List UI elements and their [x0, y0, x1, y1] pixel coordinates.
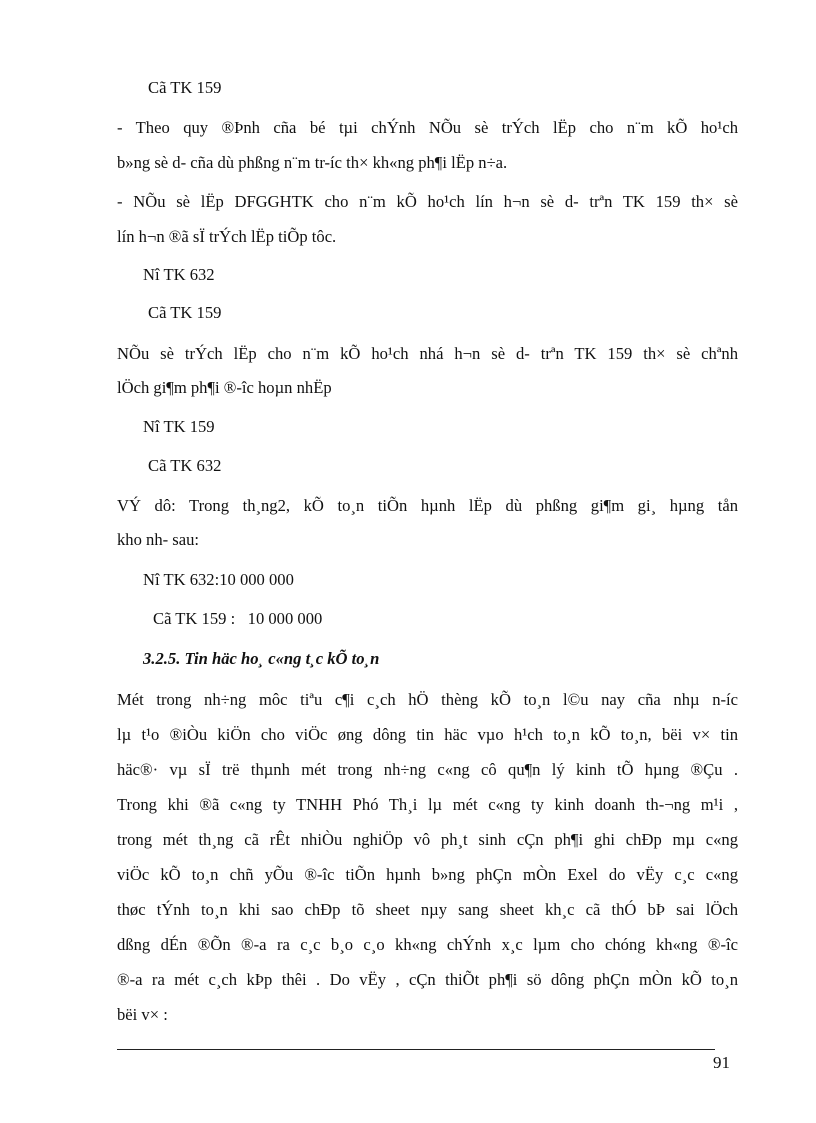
text-line: thøc tÝnh to¸n khi sao chÐp tõ sheet nµy sang sheet kh¸c cã thÓ bÞ sai lÖch — [117, 900, 738, 919]
text-line: Nî TK 632 — [143, 265, 215, 284]
text-line: dßng dÉn ®Õn ®-a ra c¸c b¸o c¸o kh«ng chÝnh x¸c lµm cho chóng kh«ng ®-îc — [117, 935, 738, 954]
text-line: Nî TK 159 — [143, 417, 215, 436]
text-line: viÖc kÕ to¸n chñ yÕu ®-îc tiÕn hµnh b»ng phÇn mÒn Exel do vËy c¸c c«ng — [117, 865, 738, 884]
footer-rule — [117, 1049, 715, 1050]
text-line: Cã TK 159 : 10 000 000 — [153, 609, 323, 628]
text-line: Mét trong nh÷ng môc tiªu c¶i c¸ch hÖ thèng kÕ to¸n l©u nay cña nhµ n-íc — [117, 690, 738, 709]
section-heading: 3.2.5. Tin häc ho¸ c«ng t¸c kÕ to¸n — [143, 649, 380, 668]
text-line: Cã TK 159 — [148, 303, 222, 322]
text-line: häc®· vµ sÏ trë thµnh mét trong nh÷ng c«ng cô qu¶n lý kinh tÕ hµng ®Çu . — [117, 760, 738, 779]
text-line: Trong khi ®ã c«ng ty TNHH Phó Th¸i lµ mét c«ng ty kinh doanh th-¬ng m¹i , — [117, 795, 738, 814]
text-line: - Theo quy ®Þnh cña bé tµi chÝnh NÕu sè trÝch lËp cho n¨m kÕ ho¹ch — [117, 118, 738, 137]
text-line: lµ t¹o ®iÒu kiÖn cho viÖc øng dông tin häc vµo h¹ch to¸n kÕ to¸n, bëi v× tin — [117, 725, 738, 744]
text-line: - NÕu sè lËp DFGGHTK cho n¨m kÕ ho¹ch lín h¬n sè d- trªn TK 159 th× sè — [117, 192, 738, 211]
text-line: kho nh- sau: — [117, 530, 200, 549]
text-line: lín h¬n ®ã sÏ trÝch lËp tiÕp tôc. — [117, 227, 337, 246]
text-line: lÖch gi¶m ph¶i ®-îc hoµn nhËp — [117, 378, 332, 397]
text-line: b»ng sè d- cña dù phßng n¨m tr-íc th× kh«ng ph¶i lËp n÷a. — [117, 153, 508, 172]
text-line: Nî TK 632:10 000 000 — [143, 570, 294, 589]
text-line: VÝ dô: Trong th¸ng2, kÕ to¸n tiÕn hµnh lËp dù phßng gi¶m gi¸ hµng tån — [117, 496, 738, 515]
text-line: Cã TK 632 — [148, 456, 222, 475]
text-line: NÕu sè trÝch lËp cho n¨m kÕ ho¹ch nhá h¬n sè d- trªn TK 159 th× sè chªnh — [117, 344, 738, 363]
text-line: trong mét th¸ng cã rÊt nhiÒu nghiÖp vô ph¸t sinh cÇn ph¶i ghi chÐp mµ c«ng — [117, 830, 738, 849]
text-line: bëi v× : — [117, 1005, 168, 1024]
text-line: ®-a ra mét c¸ch kÞp thêi . Do vËy , cÇn thiÕt ph¶i sö dông phÇn mÒn kÕ to¸n — [117, 970, 738, 989]
text-line: Cã TK 159 — [148, 78, 222, 97]
page-number: 91 — [713, 1053, 730, 1072]
